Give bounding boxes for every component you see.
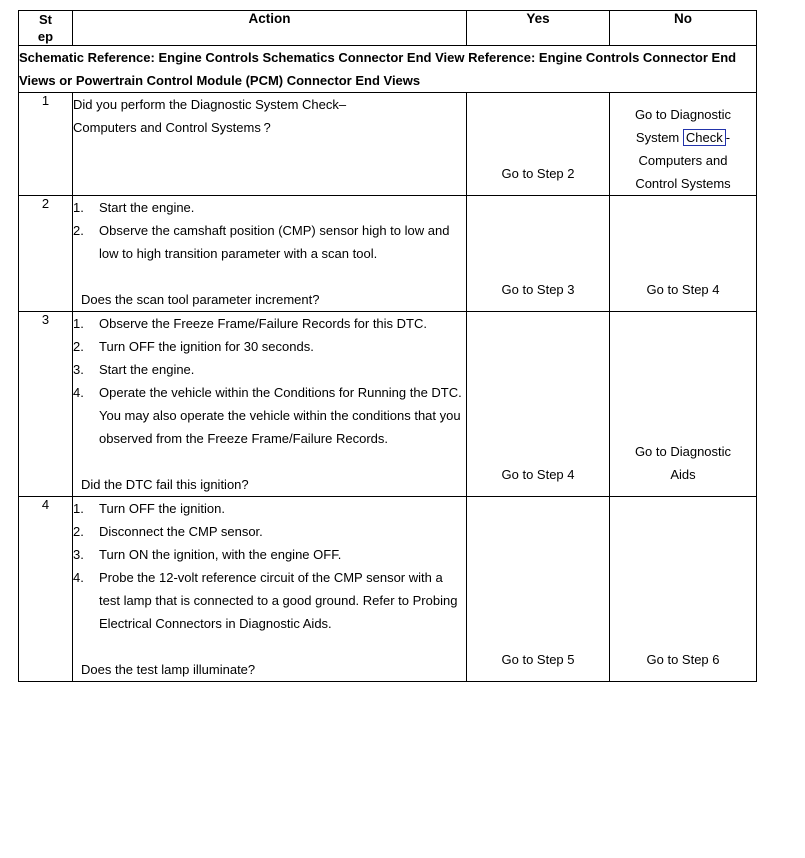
table-row bbox=[19, 93, 757, 196]
no-result-dash: - bbox=[725, 130, 731, 145]
action-step-text: Turn OFF the ignition. bbox=[99, 501, 225, 516]
step-number: 1 bbox=[19, 93, 73, 196]
table-header-row bbox=[19, 11, 757, 46]
action-step-number: 3. bbox=[73, 362, 84, 377]
action-step-list bbox=[73, 196, 466, 265]
action-step-item bbox=[73, 196, 466, 219]
spacer bbox=[73, 265, 466, 288]
diagnostic-procedure-table bbox=[18, 10, 757, 682]
action-step-text: Start the engine. bbox=[99, 362, 195, 377]
action-step-text: Turn OFF the ignition for 30 seconds. bbox=[99, 339, 314, 354]
no-result-line: Aids bbox=[670, 467, 696, 482]
no-result: Go to Step 4 bbox=[610, 196, 757, 312]
action-step-number: 1. bbox=[73, 316, 84, 331]
yes-result: Go to Step 5 bbox=[467, 497, 610, 682]
action-line: Did you perform the Diagnostic System Check– bbox=[73, 97, 347, 112]
table-row bbox=[19, 312, 757, 497]
action-step-list bbox=[73, 497, 466, 635]
column-header-step: St ep bbox=[19, 11, 73, 46]
action-step-text: Operate the vehicle within the Conditions for Running the DTC. You may also operate the vehicle within the conditions that you observed from the Freeze Frame/Failure Records. bbox=[99, 385, 462, 446]
action-step-number: 2. bbox=[73, 339, 84, 354]
action-step-number: 4. bbox=[73, 570, 84, 585]
action-step-number: 1. bbox=[73, 501, 84, 516]
action-question: Does the scan tool parameter increment? bbox=[81, 292, 320, 307]
action-step-list bbox=[73, 312, 466, 450]
table-row bbox=[19, 196, 757, 312]
yes-result: Go to Step 4 bbox=[467, 312, 610, 497]
no-result bbox=[610, 93, 757, 196]
no-result-line: Control Systems bbox=[635, 176, 731, 191]
action-step-item bbox=[73, 497, 466, 520]
no-result bbox=[610, 312, 757, 497]
column-header-yes: Yes bbox=[467, 11, 610, 46]
no-result-line: Go to Diagnostic bbox=[634, 444, 732, 459]
action-step-number: 1. bbox=[73, 200, 84, 215]
action-step-item bbox=[73, 335, 466, 358]
action-step-text: Observe the camshaft position (CMP) sensor high to low and low to high transition parameter with a scan tool. bbox=[99, 223, 450, 261]
action-step-item bbox=[73, 381, 466, 450]
action-step-number: 3. bbox=[73, 547, 84, 562]
schematic-reference-text: Schematic Reference: Engine Controls Schematics Connector End View Reference: Engine Controls Connector End Views or Powertrain Control Module (PCM) Connector End Views bbox=[19, 46, 757, 93]
action-line: Computers and Control Systems ? bbox=[73, 120, 271, 135]
schematic-reference-row bbox=[19, 46, 757, 93]
step-action bbox=[73, 312, 467, 497]
action-step-text: Start the engine. bbox=[99, 200, 195, 215]
action-question: Did the DTC fail this ignition? bbox=[81, 477, 249, 492]
step-action bbox=[73, 497, 467, 682]
no-result-line: System bbox=[635, 130, 683, 145]
highlighted-term: Check bbox=[683, 129, 726, 146]
spacer bbox=[73, 450, 466, 473]
action-step-item bbox=[73, 520, 466, 543]
action-step-item bbox=[73, 312, 466, 335]
action-step-item bbox=[73, 358, 466, 381]
no-result-line: Go to Diagnostic bbox=[634, 107, 732, 122]
spacer bbox=[73, 635, 466, 658]
step-number: 4 bbox=[19, 497, 73, 682]
yes-result: Go to Step 3 bbox=[467, 196, 610, 312]
column-header-no: No bbox=[610, 11, 757, 46]
step-number: 2 bbox=[19, 196, 73, 312]
action-step-text: Probe the 12-volt reference circuit of the CMP sensor with a test lamp that is connected to a good ground. Refer to Probing Electrical Connectors in Diagnostic Aids. bbox=[99, 570, 458, 631]
step-action bbox=[73, 93, 467, 196]
action-step-text: Observe the Freeze Frame/Failure Records for this DTC. bbox=[99, 316, 427, 331]
no-result-line-boxed bbox=[610, 126, 756, 149]
column-header-action: Action bbox=[73, 11, 467, 46]
action-step-text: Turn ON the ignition, with the engine OFF. bbox=[99, 547, 342, 562]
yes-result: Go to Step 2 bbox=[467, 93, 610, 196]
action-question: Does the test lamp illuminate? bbox=[81, 662, 256, 677]
action-step-number: 2. bbox=[73, 524, 84, 539]
step-number: 3 bbox=[19, 312, 73, 497]
no-result-line: Computers and bbox=[638, 153, 728, 168]
table-row bbox=[19, 497, 757, 682]
step-action bbox=[73, 196, 467, 312]
action-step-number: 4. bbox=[73, 385, 84, 400]
action-step-item bbox=[73, 219, 466, 265]
no-result: Go to Step 6 bbox=[610, 497, 757, 682]
action-step-item bbox=[73, 566, 466, 635]
action-step-item bbox=[73, 543, 466, 566]
action-step-text: Disconnect the CMP sensor. bbox=[99, 524, 263, 539]
action-step-number: 2. bbox=[73, 223, 84, 238]
